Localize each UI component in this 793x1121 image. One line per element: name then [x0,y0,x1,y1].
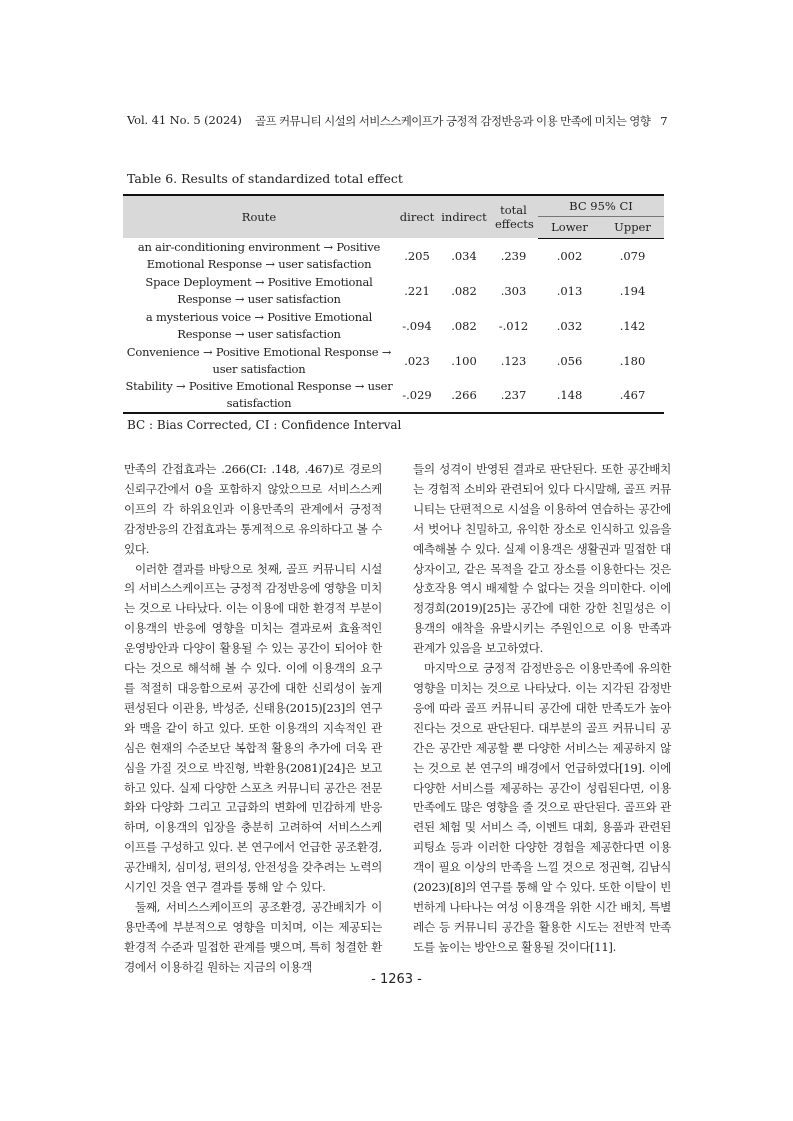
volume-info: Vol. 41 No. 5 (2024) [127,113,242,127]
route-cell: an air-conditioning environment → Positive Emotional Response → user satisfaction [137,239,381,271]
route-cell: a mysterious voice → Positive Emotional Response → user satisfaction [145,309,373,341]
right-paragraph-1: 들의 성격이 반영된 결과로 판단된다. 또한 공간배치는 경험적 소비와 관련되어 있다 다시말해, 골프 커뮤니티는 단편적으로 시설을 이용하여 연습하는 공간에서 벗어나 친밀하고, 유익한 장소로 인식하고 있음을 예측해볼 수 있다. 실제 이용객은 생활권과 밀접한 대상자이고, 같은 목적을 같고 장소를 이용한다는 것은 상호작용 역시 배제할 수 없다는 것을 의미한다. 이에 정경희(2019)[25]는 공간에 대한 강한 친밀성은 이용객의 애착을 유발시키는 주원인으로 이용 만족과 관계가 있음을 보고하였다. [413,462,671,656]
table-row [123,308,664,343]
left-paragraph-3: 둘째, 서비스스케이프의 공조환경, 공간배치가 이용만족에 부분적으로 영향을 미치며, 이는 제공되는 환경적 수준과 밀접한 관계를 맺으며, 특히 청결한 환경에서 이용하길 원하는 지금의 이용객 [124,899,382,974]
page-number-footer: - 1263 - [371,972,422,987]
lower-cell: .056 [556,353,583,368]
table-row [123,378,664,413]
total-cell: -.012 [498,318,529,333]
upper-header: Upper [601,217,664,238]
table-body [123,238,664,413]
table-row [123,238,664,273]
lower-cell: .148 [538,378,601,413]
direct-cell: -.029 [395,378,439,413]
lower-cell: .013 [556,283,583,298]
upper-cell: .079 [619,248,646,263]
bc-ci-header: BC 95% CI [538,195,664,217]
right-paragraph-2: 마지막으로 긍정적 감정반응은 이용만족에 유의한 영향을 미치는 것으로 나타났다. 이는 지각된 감정반응에 따라 골프 커뮤니티 공간에 대한 만족도가 높아진다는 것으로 판단된다. 대부분의 골프 커뮤니티 공간은 공간만 제공할 뿐 다양한 서비스는 제공하지 않는 것으로 본 연구의 배경에서 언급하였다[19]. 이에 다양한 서비스를 제공하는 공간이 성립된다면, 이용 만족에도 많은 영향을 줄 것으로 판단된다. 골프와 관련된 체험 및 서비스 즉, 이벤트 대회, 용품과 관련된 피팅쇼 등과 이러한 다양한 경험을 제공한다면 이용객이 필요 이상의 만족을 느낄 것으로 정권혁, 김남식(2023)[8]의 연구를 통해 알 수 있다. 또한 이탈이 빈번하게 나타나는 여성 이용객을 위한 시간 배치, 특별 레슨 등 커뮤니티 공간을 활용한 시도는 전반적 만족도를 높이는 방안으로 활용될 것이다[11]. [413,661,671,954]
indirect-cell: .082 [451,283,477,298]
table-row [123,273,664,308]
lower-cell: .002 [556,248,583,263]
table-note: BC : Bias Corrected, CI : Confidence Interval [127,418,402,432]
header-page-number: 7 [660,114,667,128]
results-table-wrapper [123,194,664,414]
left-paragraph-1: 만족의 간접효과는 .266(CI: .148, .467)로 경로의 신뢰구간에서 0을 포함하지 않았으므로 서비스스케이프의 각 하위요인과 이용만족의 관계에서 긍정적 감정반응의 간접효과는 통계적으로 유의하다고 볼 수 있다. [124,462,382,556]
table-row [123,343,664,378]
lower-header: Lower [538,217,601,238]
route-header: Route [123,195,395,238]
indirect-header: indirect [439,195,489,238]
indirect-cell: .100 [451,353,477,368]
upper-cell: .194 [619,283,646,298]
route-cell: Convenience → Positive Emotional Response → user satisfaction [126,344,392,376]
body-column-right [413,460,671,958]
results-table [123,194,664,414]
indirect-cell: .034 [451,248,477,263]
total-cell: .237 [489,378,538,413]
upper-cell: .467 [601,378,664,413]
indirect-cell: .266 [439,378,489,413]
indirect-cell: .082 [451,318,477,333]
direct-header: direct [395,195,439,238]
table-caption: Table 6. Results of standardized total effect [127,171,403,186]
total-cell: .123 [500,353,527,368]
running-header [255,113,667,129]
running-title: 골프 커뮤니티 시설의 서비스스케이프가 긍정적 감정반응과 이용 만족에 미치는 영향 [254,114,651,128]
direct-cell: .023 [404,353,430,368]
lower-cell: .032 [556,318,583,333]
total-cell: .239 [500,248,527,263]
left-paragraph-2: 이러한 결과를 바탕으로 첫째, 골프 커뮤니티 시설의 서비스스케이프는 긍정적 감정반응에 영향을 미치는 것으로 나타났다. 이는 이용에 대한 환경적 부분이 이용객의 반응에 영향을 미치는 결과로써 효율적인 운영방안과 다양이 활용될 수 있는 공간이 되어야 한다는 것으로 해석해 볼 수 있다. 이에 이용객의 요구를 적절히 대응함으로써 공간에 대한 신뢰성이 높게 편성된다 이관용, 박성준, 신태용(2015)[23]의 연구와 맥을 같이 하고 있다. 또한 이용객의 지속적인 관심은 현재의 수준보단 복합적 활용의 추가에 더욱 관심을 가질 것으로 박진형, 박환용(2081)[24]은 보고하고 있다. 실제 다양한 스포츠 커뮤니티 공간은 전문화와 다양화 그리고 고급화의 변화에 민감하게 반응하며, 이용객의 입장을 충분히 고려하여 서비스스케이프를 구성하고 있다. 본 연구에서 언급한 공조환경, 공간배치, 심미성, 편의성, 안전성을 갖추려는 노력의 시기인 것을 연구 결과를 통해 알 수 있다. [124,561,382,895]
upper-cell: .142 [619,318,646,333]
total-effects-header: total effects [489,195,538,238]
route-cell: Space Deployment → Positive Emotional Response → user satisfaction [145,274,373,306]
total-cell: .303 [500,283,527,298]
direct-cell: -.094 [402,318,432,333]
direct-cell: .205 [404,248,430,263]
direct-cell: .221 [404,283,430,298]
route-cell: Stability → Positive Emotional Response → user satisfaction [123,378,395,413]
upper-cell: .180 [619,353,646,368]
body-column-left [124,460,382,978]
